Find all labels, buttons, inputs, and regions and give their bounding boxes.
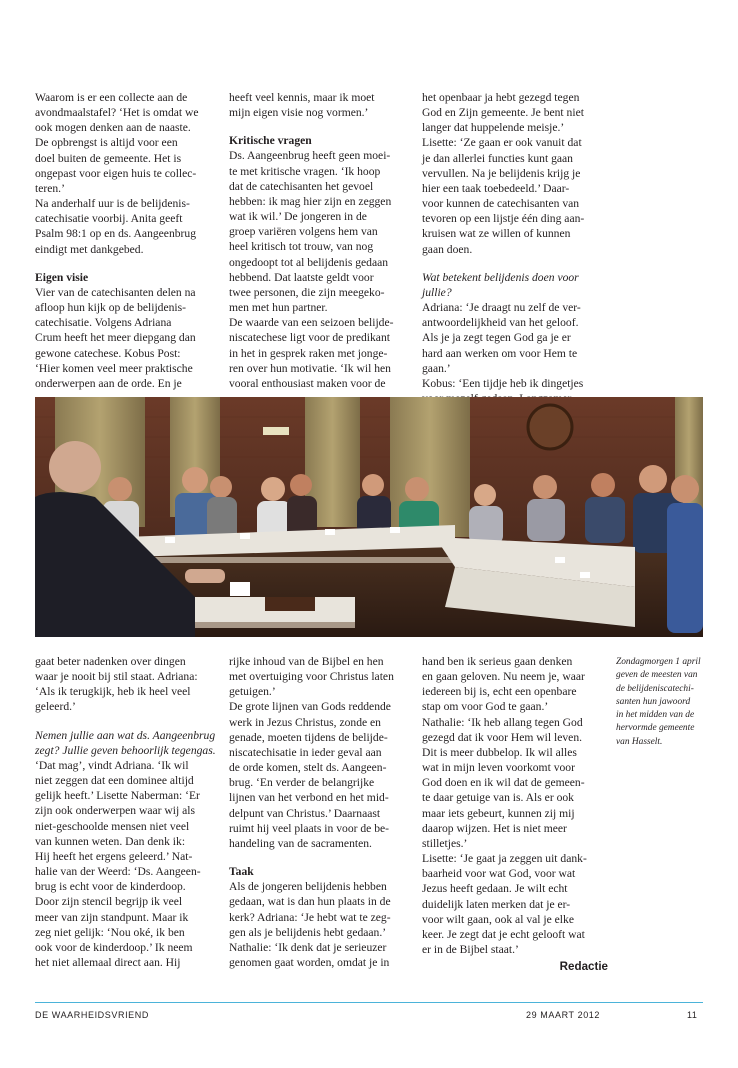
article-column-2 [229, 90, 412, 391]
paragraph: Adriana: ‘Je draagt nu zelf de ver- antwoordelijkheid van het geloof. Als je ja zegt tegen God ga je er hard aan werken om voor Hem te gaan.’ Kobus: ‘Een tijdje heb ik dingetjes [422, 301, 584, 390]
author-signature: Redactie [559, 960, 608, 974]
article-column-4 [35, 654, 220, 970]
paragraph: het openbaar ja hebt gezegd tegen God en Zijn gemeente. Je bent niet langer dat huppelende meisje.’ Lisette: ‘Ze gaan er ook vanuit dat je dan allerlei functies kunt gaan vervullen. Na je belijdenis krijg je hier een taak toebedeeld.’ Daar- voor kunnen de catechisanten van tevoren op een lijstje één ding aan- kruisen wat ze willen of kunnen gaan doen. [422, 91, 585, 256]
interview-question: Nemen jullie aan wat ds. Aangeenbrug zegt? Jullie geven behoorlijk tegengas. [35, 728, 216, 757]
article-column-5 [229, 654, 412, 970]
paragraph: Waarom is er een collecte aan de avondmaalstafel? ‘Het is omdat we ook mogen denken aan de naaste. De opbrengst is altijd voor een doel buiten de gemeente. Het is ongepast voor eigen huis te collec- teren.’ Na anderhalf uur is de belijdenis- catechisatie voorbij. Anita geeft Psalm 98:1 op en ds. Aangeenbrug eindigt met dankgebed. [35, 91, 199, 256]
article-column-1 [35, 90, 220, 391]
page-number: 11 [687, 1010, 698, 1020]
article-column-6 [422, 654, 608, 974]
magazine-name: DE WAARHEIDSVRIEND [35, 1010, 149, 1020]
issue-date: 29 MAART 2012 [526, 1010, 601, 1020]
paragraph: hand ben ik serieus gaan denken en gaan geloven. Nu neem je, waar iedereen bij is, echt een openbare stap om voor God te gaan.’ Nathalie: ‘Ik heb allang tegen God gezegd dat ik voor Hem wil leven. Dit is meer dubbelop. Ik wil alles wat in mijn leven voorkomt voor God doen en ik wil dat de gemeen- te daar getuige van is. Als er ook maar iets gebeurt, kunnen zij mij daarop wijzen. Het is niet meer stilletjes.’ Lisette: ‘Je gaat ja zeggen uit dank- baarheid voor wat God, voor wat Jezus heeft gedaan. Je wilt echt duidelijk laten merken dat je er- voor wilt gaan, ook al val je elke keer. Je zegt dat je echt gelooft wat er in de Bijbel staat.’ [422, 655, 587, 956]
paragraph: gaat beter nadenken over dingen waar je nooit bij stil staat. Adriana: ‘Als ik terugkijk, heb ik heel veel geleerd.’ [35, 655, 198, 714]
paragraph: Vier van de catechisanten delen na afloop hun kijk op de belijdenis- catechisatie. Volgens Adriana Crum heeft het meer diepgang dan gewone catechese. Kobus Post: ‘Hier komen veel meer praktische onderwerpen aan de orde. En je [35, 285, 196, 390]
photo-caption: Zondagmorgen 1 april geven de meesten van de belijdeniscatechi- santen hun jawoord in het midden van de hervormde gemeente van Hasselt. [616, 657, 701, 747]
catechism-class-photo [35, 397, 703, 637]
footer-divider [35, 1002, 703, 1003]
paragraph: rijke inhoud van de Bijbel en hen met overtuiging voor Christus laten getuigen.’ De grote lijnen van Gods reddende werk in Jezus Christus, zonde en genade, moeten tijdens de belijde- niscatechisatie in ieder geval aan de orde komen, stelt ds. Aangeen- brug. ‘En verder de belangrijke lijnen van het verbond en het mid- delpunt van Christus.’ Daarnaast ruimt hij veel plaats in voor de be- handeling van de sacramenten. [229, 655, 394, 850]
article-column-3 [422, 90, 608, 406]
paragraph: Als de jongeren belijdenis hebben gedaan, wat is dan hun plaats in de kerk? Adriana: ‘Je hebt wat te zeg- gen als je belijdenis hebt gedaan.’ Nathalie: ‘Ik denk dat je serieuzer genomen gaat worden, omdat je in [229, 880, 391, 969]
paragraph: ‘Dat mag’, vindt Adriana. ‘Ik wil niet zeggen dat een dominee altijd gelijk heeft.’ Lisette Naberman: ‘Er zijn ook onderwerpen waar wij als niet-geschoolde mensen niet veel van kunnen weten. Dan denk ik: Hij heeft het ergens geleerd.’ Nat- halie van der Weerd: ‘Ds. Aangeen- brug is echt voor de kinderdoop. Door zijn stencil begrijp ik veel meer van zijn standpunt. Maar ik zeg niet gelijk: ‘Nou oké, ik ben ook voor de kinderdoop.’ Ik neem het niet allemaal direct aan. Hij [35, 758, 201, 969]
paragraph: heeft veel kennis, maar ik moet mijn eigen visie nog vormen.’ [229, 91, 375, 120]
subheading-eigen-visie: Eigen visie [35, 270, 89, 284]
paragraph: Ds. Aangeenbrug heeft geen moei- te met kritische vragen. ‘Ik hoop dat de catechisanten het gevoel hebben: ik mag hier zijn en zeggen wat ik wil.’ De jongeren in de groep variëren volgens hem van heel kritisch tot trouw, van nog ongedoopt tot al belijdenis gedaan hebbend. Dat laatste geldt voor twee personen, die zijn meegeko- men met hun partner. De waarde van een seizoen belijde- niscatechese ligt voor de predikant in het in gesprek raken met jonge- ren over hun motivatie. ‘Ik wil hen vooral enthousiast maken voor de [229, 149, 394, 390]
subheading-taak: Taak [229, 865, 254, 879]
subheading-kritische-vragen: Kritische vragen [229, 134, 312, 148]
interview-question: Wat betekent belijdenis doen voor jullie? [422, 270, 579, 299]
